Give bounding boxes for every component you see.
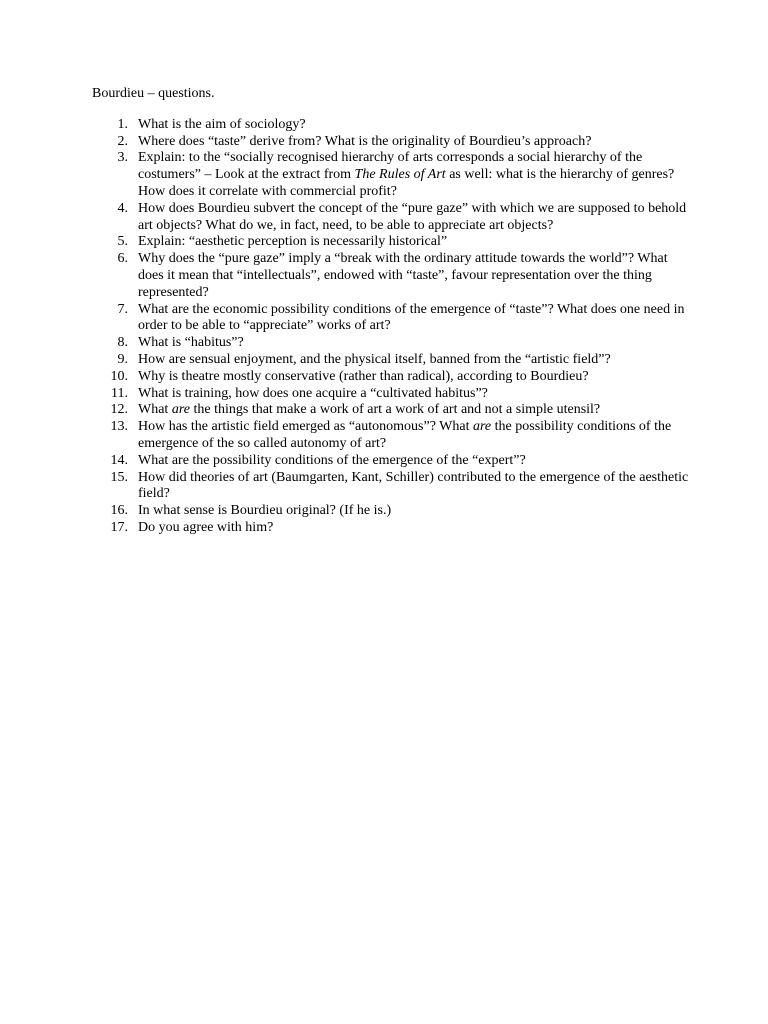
question-item — [92, 150, 692, 200]
question-text-italic: are — [473, 419, 492, 435]
question-number: 15. — [110, 469, 128, 485]
question-text — [138, 234, 692, 251]
question-number: 12. — [110, 402, 128, 418]
question-text — [138, 503, 692, 520]
question-item — [92, 201, 692, 235]
question-item — [92, 453, 692, 470]
question-text-segment: as well: what is the hierarchy of genres? How does it correlate with commercial profit? — [138, 167, 675, 199]
question-text — [138, 470, 692, 504]
question-number: 3. — [117, 150, 128, 166]
document-body — [92, 86, 692, 537]
question-item — [92, 251, 692, 301]
question-number: 14. — [110, 452, 128, 468]
question-text — [138, 251, 692, 301]
question-number: 4. — [117, 200, 128, 216]
question-item — [92, 503, 692, 520]
question-number: 16. — [110, 503, 128, 519]
question-text-italic: are — [171, 402, 190, 418]
question-number: 13. — [110, 419, 128, 435]
question-text — [138, 419, 692, 453]
question-text-segment: What is training, how does one acquire a “cultivated habitus”? — [138, 385, 488, 401]
question-text — [138, 335, 692, 352]
question-text — [138, 520, 692, 537]
question-number: 2. — [117, 133, 128, 149]
question-text-segment: Do you agree with him? — [138, 519, 274, 535]
question-text — [138, 386, 692, 403]
question-text-segment: the possibility conditions of the emergence of the so called autonomy of art? — [138, 419, 672, 451]
question-item — [92, 134, 692, 151]
question-item — [92, 302, 692, 336]
question-number: 10. — [110, 368, 128, 384]
question-item — [92, 402, 692, 419]
question-text-segment: Why does the “pure gaze” imply a “break with the ordinary attitude towards the world”? What does it mean that “intellectuals”, endowed with “taste”, favour representation over the thing represented? — [138, 251, 668, 300]
question-text-segment: How has the artistic field emerged as “autonomous”? What — [138, 419, 473, 435]
question-text — [138, 117, 692, 134]
question-number: 5. — [117, 234, 128, 250]
document-title: Bourdieu – questions. — [92, 86, 215, 101]
question-item — [92, 335, 692, 352]
question-item — [92, 234, 692, 251]
question-text — [138, 352, 692, 369]
question-text-segment: Explain: to the “socially recognised hierarchy of arts corresponds a social hierarchy of the costumers” – Look at the extract from — [138, 150, 643, 183]
question-text-segment: What is the aim of sociology? — [138, 116, 306, 132]
question-item — [92, 352, 692, 369]
question-text-segment: How are sensual enjoyment, and the physical itself, banned from the “artistic field”? — [138, 351, 611, 367]
question-item — [92, 117, 692, 134]
question-item — [92, 520, 692, 537]
question-item — [92, 386, 692, 403]
question-text-segment: What is “habitus”? — [138, 335, 244, 351]
question-number: 9. — [117, 351, 128, 367]
question-text-segment: Explain: “aesthetic perception is necessarily historical” — [138, 234, 448, 250]
question-number: 17. — [110, 519, 128, 535]
question-text-segment: How does Bourdieu subvert the concept of the “pure gaze” with which we are supposed to behold art objects? What do we, in fact, need, to be able to appreciate art objects? — [138, 200, 687, 233]
question-text — [138, 453, 692, 470]
question-list — [92, 117, 692, 537]
question-text-italic: The Rules of Art — [354, 167, 446, 183]
question-text-segment: the things that make a work of art a work of art and not a simple utensil? — [189, 402, 601, 418]
question-item — [92, 369, 692, 386]
question-number: 11. — [111, 385, 128, 401]
question-text-segment: Why is theatre mostly conservative (rather than radical), according to Bourdieu? — [138, 368, 589, 384]
question-text-segment: What — [138, 402, 172, 418]
question-text-segment: How did theories of art (Baumgarten, Kant, Schiller) contributed to the emergence of the aesthetic field? — [138, 469, 689, 502]
question-text — [138, 402, 692, 419]
question-text — [138, 201, 692, 235]
question-number: 7. — [117, 301, 128, 317]
question-text-segment: Where does “taste” derive from? What is the originality of Bourdieu’s approach? — [138, 133, 592, 149]
question-number: 1. — [117, 116, 128, 132]
question-text — [138, 302, 692, 336]
question-text-segment: What are the economic possibility conditions of the emergence of “taste”? What does one need in order to be able to “appreciate” works of art? — [138, 301, 685, 334]
question-text — [138, 369, 692, 386]
question-item — [92, 419, 692, 453]
question-text-segment: In what sense is Bourdieu original? (If he is.) — [138, 503, 392, 519]
question-text — [138, 150, 692, 200]
question-text-segment: What are the possibility conditions of the emergence of the “expert”? — [138, 452, 526, 468]
question-text — [138, 134, 692, 151]
question-number: 8. — [117, 335, 128, 351]
question-number: 6. — [117, 251, 128, 267]
question-item — [92, 470, 692, 504]
